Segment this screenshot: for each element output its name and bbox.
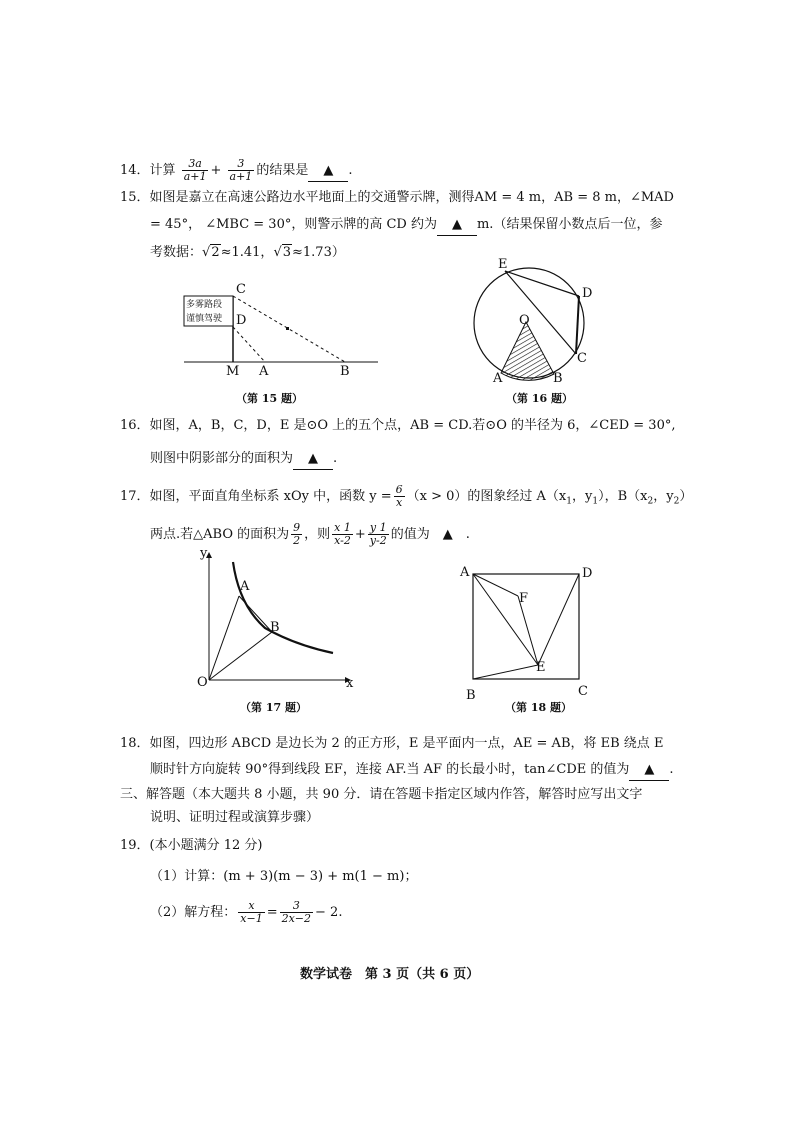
label-b: B — [270, 620, 280, 635]
q17-line-2: 两点.若△ABO 的面积为 $\frac{9}{2}$ ，则 $\frac{x 1}{x-2}$ + $\frac{y 1}{y-2}$ 的值为 ▲ . — [150, 521, 470, 547]
q15-line-1: 15．如图是嘉立在高速公路边水平地面上的交通警示牌，测得AM = 4 m，AB = 8 m，∠MAD — [120, 190, 674, 205]
figure-16 — [470, 262, 610, 387]
q16-line-1: 16．如图，A，B，C，D，E 是⊙O 上的五个点，AB = CD.若⊙O 的半径为 6，∠CED = 30°, — [120, 418, 676, 433]
q17-line-1: 17．如图，平面直角坐标系 xOy 中，函数 y = $\frac{6}{x}$ （x > 0）的图象经过 $A(x_1$，$y_1$），$B(x_2$，$y_2$） — [120, 483, 693, 509]
q14-fraction-1: $\frac{3a}{a+1}$ — [183, 157, 207, 183]
q19-part-2: （2）解方程： $\frac{x}{x-1}$ = $\frac{3}{2x-2}$ − 2. — [150, 899, 343, 925]
q14-fraction-2: $\frac{3}{a+1}$ — [229, 157, 253, 183]
label-o: O — [197, 675, 208, 690]
q15-line-3: 考数据：√2≈1.41，√3≈1.73） — [150, 245, 345, 260]
label-m: M — [226, 364, 240, 379]
answer-blank: ▲ — [308, 161, 348, 182]
label-e: E — [536, 660, 546, 675]
answer-blank: ▲ — [442, 527, 453, 542]
q19-heading: 19．(本小题满分 12 分) — [120, 838, 263, 853]
label-x: x — [346, 676, 354, 691]
section-3-line-1: 三、解答题（本大题共 8 小题，共 90 分．请在答题卡指定区域内作答，解答时应写出文字 — [120, 787, 643, 802]
label-c: C — [578, 684, 588, 699]
label-o: O — [519, 313, 530, 328]
q14-number: 14． — [120, 163, 150, 178]
figure-18-caption: （第 18 题） — [505, 701, 572, 714]
label-d: D — [236, 313, 247, 328]
label-f: F — [519, 591, 529, 606]
label-a: A — [240, 579, 250, 594]
answer-blank: ▲ — [629, 760, 669, 781]
figure-16-caption: （第 16 题） — [506, 392, 573, 405]
figure-17-caption: （第 17 题） — [240, 701, 307, 714]
label-c: C — [577, 351, 587, 366]
section-3-line-2: 说明、证明过程或演算步骤） — [150, 810, 320, 825]
sign-text-1: 多雾路段 — [186, 300, 223, 310]
answer-blank: ▲ — [293, 449, 333, 470]
q18-line-1: 18．如图，四边形 ABCD 是边长为 2 的正方形，E 是平面内一点，AE = AB，将 EB 绕点 E — [120, 736, 664, 751]
label-b: B — [340, 364, 350, 379]
figure-18 — [470, 570, 590, 685]
page-footer: 数学试卷 第 3 页（共 6 页） — [300, 967, 480, 982]
q18-line-2: 顺时针方向旋转 90°得到线段 EF，连接 AF.当 AF 的长最小时，tan∠CDE 的值为 ▲ . — [150, 760, 674, 781]
label-y: y — [200, 546, 208, 561]
label-a: A — [259, 364, 269, 379]
q16-line-2: 则图中阴影部分的面积为 ▲ . — [150, 449, 337, 470]
label-c: C — [236, 282, 246, 297]
label-d: D — [582, 566, 593, 581]
label-a: A — [460, 565, 470, 580]
figure-15-caption: （第 15 题） — [236, 392, 303, 405]
label-b: B — [466, 688, 476, 703]
q14-text: 计算 — [149, 163, 176, 178]
label-b: B — [553, 371, 563, 386]
q15-line-2: = 45°， ∠MBC = 30°，则警示牌的高 CD 约为 ▲ m.（结果保留小数点后一位，参 — [150, 215, 662, 236]
sign-text-2: 谨慎驾驶 — [186, 314, 223, 324]
label-d: D — [582, 286, 593, 301]
label-e: E — [498, 257, 508, 272]
question-14: 14．计算 $\frac{3a}{a+1}$ + $\frac{3}{a+1}$ 的结果是 ▲ . — [120, 157, 353, 183]
label-a: A — [493, 371, 503, 386]
q19-part-1: （1）计算：(m + 3)(m − 3) + m(1 − m)； — [150, 869, 418, 884]
answer-blank: ▲ — [437, 215, 477, 236]
